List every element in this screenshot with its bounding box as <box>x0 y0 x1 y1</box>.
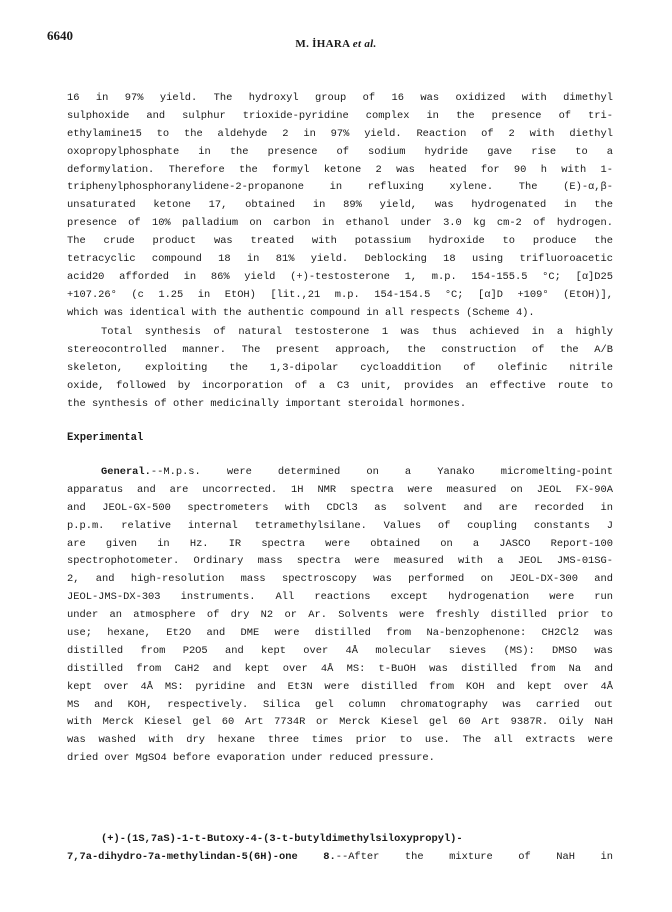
conclusion-line: Total synthesis of natural testosterone 1 was thus achieved in a highly <box>101 326 613 338</box>
running-head-authors: M. İHARA <box>295 38 350 50</box>
results-line: unsaturated ketone 17, obtained in 89% yield, was hydrogenated in the <box>67 199 613 212</box>
general-line: with Merck Kiesel gel 60 Art 7734R or Merck Kiesel gel 60 Art 9387R. Oily NaH <box>67 716 613 729</box>
section-heading-experimental: Experimental <box>67 432 144 444</box>
general-line: 2, and high-resolution mass spectroscopy was performed on JEOL-DX-300 and <box>67 573 613 586</box>
running-head-etal: et al. <box>352 38 377 50</box>
results-line: oxopropylphosphate in the presence of sodium hydride gave rise to a <box>67 145 613 158</box>
results-line: presence of 10% palladium on carbon in ethanol under 3.0 kg cm-2 of hydrogen. <box>67 217 613 230</box>
general-body <box>67 482 613 768</box>
general-line: apparatus and are uncorrected. 1H NMR spectra were measured on JEOL FX-90A <box>67 483 613 496</box>
conclusion-line: oxide, followed by incorporation of a C3 unit, provides an effective route to <box>67 379 613 392</box>
results-line: The crude product was treated with potassium hydroxide to produce the <box>67 235 613 248</box>
results-line: triphenylphosphoranylidene-2-propanone in refluxing xylene. The (E)-α,β- <box>67 181 613 194</box>
general-line: are given in Hz. IR spectra were obtained on a JASCO Report-100 <box>67 537 613 550</box>
page-number: 6640 <box>47 28 73 43</box>
general-line: p.p.m. relative internal tetramethylsilane. Values of coupling constants J <box>67 519 613 532</box>
results-line: which was identical with the authentic compound in all respects (Scheme 4). <box>67 306 535 319</box>
running-head <box>0 38 672 50</box>
results-line: sulphoxide and sulphur trioxide-pyridine complex in the presence of tri- <box>67 109 613 122</box>
results-line: acid20 afforded in 86% yield (+)-testosterone 1, m.p. 154-155.5 °C; [α]D25 <box>67 270 613 283</box>
general-line: kept over 4Å MS: pyridine and Et3N were distilled from KOH and kept over 4Å <box>67 680 613 693</box>
general-line: was washed with dry hexane three times prior to use. The all extracts were <box>67 734 613 747</box>
general-line: under an atmosphere of dry N2 or Ar. Solvents were freshly distilled prior to <box>67 609 613 622</box>
general-line: dried over MgSO4 before evaporation under reduced pressure. <box>67 752 435 765</box>
general-line: distilled from P2O5 and kept over 4Å molecular sieves (MS): DMSO was <box>67 644 613 657</box>
general-line: MS and KOH, respectively. Silica gel column chromatography was carried out <box>67 698 613 711</box>
compound-heading-2: 7,7a-dihydro-7a-methylindan-5(6H)-one 8. <box>67 850 336 863</box>
results-line: deformylation. Therefore the formyl ketone 2 was heated for 90 h with 1- <box>67 163 613 176</box>
results-line: ethylamine15 to the aldehyde 2 in 97% yield. Reaction of 2 with diethyl <box>67 127 613 140</box>
paragraph-general <box>67 464 613 768</box>
compound-heading-line-2 <box>67 849 613 867</box>
results-line: +107.26° (c 1.25 in EtOH) [lit.,21 m.p. 154-154.5 °C; [α]D +109° (EtOH)], <box>67 288 613 301</box>
compound-heading-line-1 <box>67 831 613 849</box>
paragraph-results <box>67 90 613 323</box>
results-line: 16 in 97% yield. The hydroxyl group of 16 was oxidized with dimethyl <box>67 92 613 104</box>
paragraph-conclusion <box>67 324 613 413</box>
general-line: use; hexane, Et2O and DME were distilled from Na-benzophenone: CH2Cl2 was <box>67 627 613 640</box>
compound-tail: --After the mixture of NaH in <box>335 850 613 863</box>
compound-heading: (+)-(1S,7aS)-1-t-Butoxy-4-(3-t-butyldimethylsiloxypropyl)- <box>101 833 463 845</box>
general-line: JEOL-JMS-DX-303 instruments. All reactions except hydrogenation were run <box>67 591 613 604</box>
general-first-text: --M.p.s. were determined on a Yanako micromelting-point <box>150 466 613 478</box>
compound-entry <box>67 831 613 867</box>
general-first-line <box>67 464 613 482</box>
conclusion-line: skeleton, exploiting the 1,3-dipolar cycloaddition of olefinic nitrile <box>67 361 613 374</box>
conclusion-line: stereocontrolled manner. The present approach, the construction of the A/B <box>67 343 613 356</box>
general-label: General. <box>101 466 151 478</box>
results-line: tetracyclic compound 18 in 81% yield. Deblocking 18 using trifluoroacetic <box>67 253 613 266</box>
conclusion-line: the synthesis of other medicinally important steroidal hormones. <box>67 397 467 410</box>
general-line: spectrophotometer. Ordinary mass spectra were measured with a JEOL JMS-01SG- <box>67 555 613 568</box>
general-line: and JEOL-GX-500 spectrometers with CDCl3 as solvent and are recorded in <box>67 501 613 514</box>
general-line: distilled from CaH2 and kept over 4Å MS: t-BuOH was distilled from Na and <box>67 662 613 675</box>
